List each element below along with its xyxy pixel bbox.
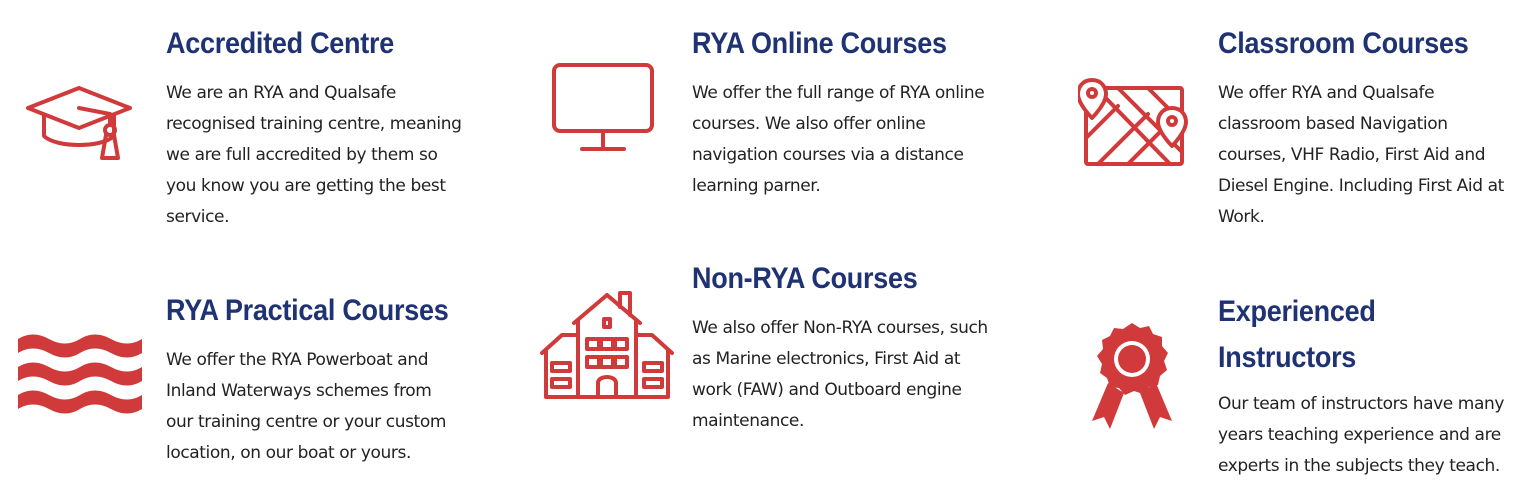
feature-title: Non-RYA Courses	[692, 262, 918, 295]
description-line: We also offer Non-RYA courses, such	[692, 318, 988, 338]
feature-title	[1218, 289, 1376, 381]
description-line: work (FAW) and Outboard engine	[692, 380, 962, 400]
feature-description	[166, 78, 462, 233]
description-line: learning parner.	[692, 176, 821, 196]
description-line: service.	[166, 207, 230, 227]
description-line: Diesel Engine. Including First Aid at	[1218, 176, 1504, 196]
description-line: courses. We also offer online	[692, 114, 926, 134]
feature-classroom-courses	[1024, 0, 1536, 245]
title-line: Experienced	[1218, 295, 1376, 328]
waves-icon	[18, 331, 142, 417]
feature-description	[1218, 389, 1504, 482]
description-line: Inland Waterways schemes from	[166, 381, 432, 401]
map-pin-icon	[1078, 78, 1190, 168]
feature-title: Accredited Centre	[166, 27, 394, 60]
description-line: recognised training centre, meaning	[166, 114, 462, 134]
description-line: we are full accredited by them so	[166, 145, 438, 165]
description-line: location, on our boat or yours.	[166, 443, 411, 463]
feature-experienced-instructors	[1024, 245, 1536, 491]
description-line: navigation courses via a distance	[692, 145, 964, 165]
monitor-icon	[550, 62, 658, 154]
feature-title: RYA Practical Courses	[166, 294, 449, 327]
description-line: you know you are getting the best	[166, 176, 446, 196]
description-line: experts in the subjects they teach.	[1218, 456, 1500, 476]
description-line: We offer the full range of RYA online	[692, 83, 985, 103]
feature-rya-online-courses	[512, 0, 1024, 245]
description-line: We are an RYA and Qualsafe	[166, 83, 396, 103]
feature-non-rya-courses	[512, 245, 1024, 491]
description-line: years teaching experience and are	[1218, 425, 1501, 445]
feature-title: Classroom Courses	[1218, 27, 1469, 60]
description-line: our training centre or your custom	[166, 412, 446, 432]
title-line: Instructors	[1218, 341, 1357, 374]
description-line: classroom based Navigation	[1218, 114, 1448, 134]
graduation-cap-icon	[24, 80, 134, 164]
description-line: Our team of instructors have many	[1218, 394, 1505, 414]
building-icon	[540, 289, 674, 401]
description-line: Work.	[1218, 207, 1265, 227]
feature-description	[692, 313, 988, 437]
feature-title: RYA Online Courses	[692, 27, 947, 60]
feature-rya-practical-courses	[0, 245, 512, 491]
feature-description	[1218, 78, 1504, 233]
feature-accredited-centre	[0, 0, 512, 245]
description-line: as Marine electronics, First Aid at	[692, 349, 961, 369]
description-line: We offer RYA and Qualsafe	[1218, 83, 1435, 103]
description-line: courses, VHF Radio, First Aid and	[1218, 145, 1486, 165]
feature-description	[692, 78, 984, 202]
award-rosette-icon	[1090, 321, 1174, 439]
feature-description	[166, 345, 446, 469]
description-line: We offer the RYA Powerboat and	[166, 350, 429, 370]
description-line: maintenance.	[692, 411, 804, 431]
